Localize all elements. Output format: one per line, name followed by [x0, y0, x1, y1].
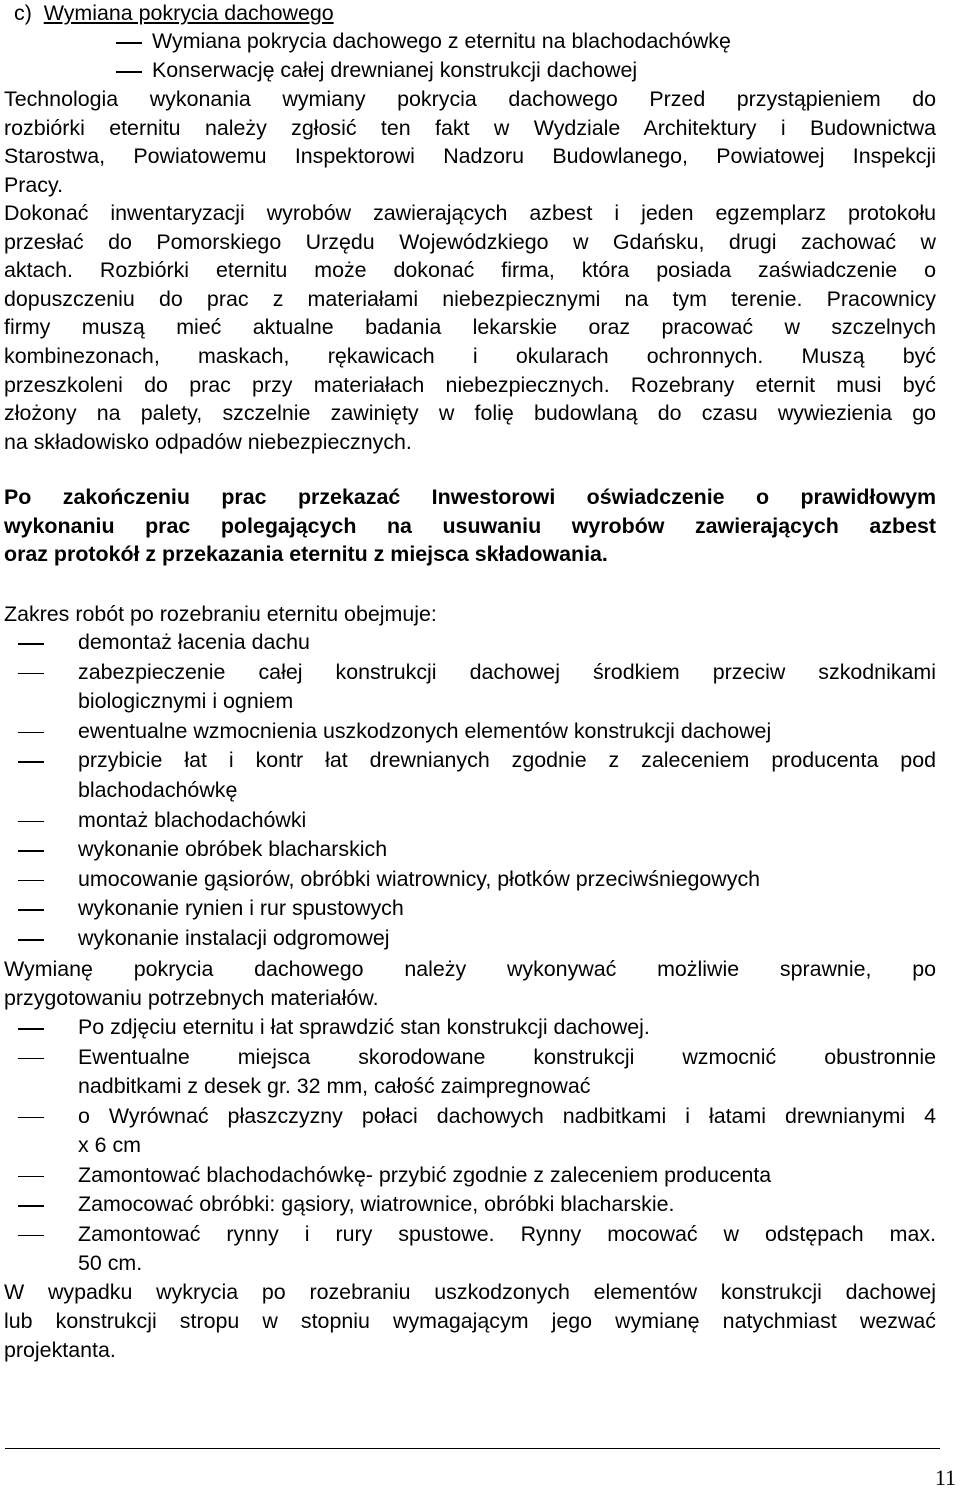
paragraph-line: przeszkoleni do prac przy materiałach niebezpiecznych. Rozebrany eternit musi być	[4, 372, 936, 397]
intro-list-item: Konserwację całej drewnianej konstrukcji dachowej	[152, 58, 638, 82]
paragraph-line: kombinezonach, maskach, rękawicach i okularach ochronnych. Muszą być	[4, 343, 936, 368]
dash-bullet-icon	[18, 1058, 44, 1060]
dash-bullet-icon	[116, 71, 142, 73]
paragraph-line: dopuszczeniu do prac z materiałami niebezpiecznymi na tym terenie. Pracownicy	[4, 286, 936, 311]
section-title: Wymiana pokrycia dachowego	[43, 1, 334, 25]
steps-list-item: 50 cm.	[78, 1251, 143, 1275]
paragraph-line: na składowisko odpadów niebezpiecznych.	[4, 429, 412, 454]
scope-list-item: wykonanie obróbek blacharskich	[78, 837, 388, 862]
scope-list-item: montaż blachodachówki	[78, 807, 307, 832]
dash-bullet-icon	[18, 939, 44, 941]
steps-list-item: Ewentualne miejsca skorodowane konstrukcji wzmocnić obustronnie	[78, 1044, 936, 1069]
paragraph-line: firmy muszą mieć aktualne badania lekarskie oraz pracować w szczelnych	[4, 315, 936, 340]
scope-list-item: biologicznymi i ogniem	[78, 689, 294, 714]
bold-paragraph-line: wykonaniu prac polegających na usuwaniu wyrobów zawierających azbest	[4, 513, 936, 538]
scope-list-item: przybicie łat i kontr łat drewnianych zgodnie z zaleceniem producenta pod	[78, 748, 936, 773]
paragraph-line: Wymianę pokrycia dachowego należy wykonywać możliwie sprawnie, po	[4, 957, 936, 981]
section-label: c)	[14, 1, 32, 25]
paragraph-line: złożony na palety, szczelnie zawinięty w folię budowlaną do czasu wywiezienia go	[4, 401, 936, 426]
scope-heading: Zakres robót po rozebraniu eternitu obejmuje:	[4, 602, 437, 626]
paragraph-line: lub konstrukcji stropu w stopniu wymagającym jego wymianę natychmiast wezwać	[4, 1309, 936, 1333]
bold-paragraph-line: oraz protokół z przekazania eternitu z miejsca składowania.	[4, 542, 608, 567]
scope-list-item: umocowanie gąsiorów, obróbki wiatrownicy, płotków przeciwśniegowych	[78, 866, 761, 891]
dash-bullet-icon	[18, 1176, 44, 1178]
steps-list-item: o Wyrównać płaszczyzny połaci dachowych nadbitkami i łatami drewnianymi 4	[78, 1103, 936, 1128]
paragraph-line: Pracy.	[4, 172, 64, 197]
scope-list-item: wykonanie instalacji odgromowej	[78, 926, 390, 950]
paragraph-line: przygotowaniu potrzebnych materiałów.	[4, 985, 379, 1010]
dash-bullet-icon	[18, 761, 44, 763]
scope-list-item: ewentualne wzmocnienia uszkodzonych elementów konstrukcji dachowej	[78, 718, 772, 743]
paragraph-line: W wypadku wykrycia po rozebraniu uszkodzonych elementów konstrukcji dachowej	[4, 1280, 936, 1304]
steps-list-item: Zamocować obróbki: gąsiory, wiatrownice, obróbki blacharskie.	[78, 1192, 675, 1216]
steps-list-item: nadbitkami z desek gr. 32 mm, całość zaimpregnować	[78, 1074, 591, 1098]
dash-bullet-icon	[18, 1205, 44, 1207]
dash-bullet-icon	[18, 880, 44, 882]
dash-bullet-icon	[116, 42, 142, 44]
scope-list-item: blachodachówkę	[78, 778, 238, 802]
paragraph-line: aktach. Rozbiórki eternitu może dokonać firma, która posiada zaświadczenie o	[4, 258, 936, 283]
dash-bullet-icon	[18, 821, 44, 823]
page-number: 11	[934, 1465, 956, 1490]
paragraph-line: projektanta.	[4, 1338, 116, 1362]
scope-list-item: zabezpieczenie całej konstrukcji dachowej środkiem przeciw szkodnikami	[78, 659, 936, 684]
dash-bullet-icon	[18, 1235, 44, 1237]
dash-bullet-icon	[18, 732, 44, 734]
footer-rule	[5, 1448, 940, 1449]
paragraph-line: rozbiórki eternitu należy zgłosić ten fakt w Wydziale Architektury i Budownictwa	[4, 115, 936, 140]
dash-bullet-icon	[18, 643, 44, 645]
steps-list-item: x 6 cm	[78, 1133, 141, 1157]
steps-list-item: Po zdjęciu eternitu i łat sprawdzić stan konstrukcji dachowej.	[78, 1015, 650, 1039]
intro-list-item: Wymiana pokrycia dachowego z eternitu na blachodachówkę	[152, 29, 731, 53]
dash-bullet-icon	[18, 1117, 44, 1119]
scope-list-item: wykonanie rynien i rur spustowych	[78, 896, 404, 921]
dash-bullet-icon	[18, 909, 44, 911]
steps-list-item: Zamontować rynny i rury spustowe. Rynny mocować w odstępach max.	[78, 1221, 936, 1246]
dash-bullet-icon	[18, 1028, 44, 1030]
scope-list-item: demontaż łacenia dachu	[78, 630, 310, 654]
paragraph-line: przesłać do Pomorskiego Urzędu Wojewódzkiego w Gdańsku, drugi zachować w	[4, 229, 936, 254]
paragraph-line: Starostwa, Powiatowemu Inspektorowi Nadzoru Budowlanego, Powiatowej Inspekcji	[4, 144, 936, 169]
section-heading	[14, 0, 334, 26]
paragraph-line: Dokonać inwentaryzacji wyrobów zawierających azbest i jeden egzemplarz protokołu	[4, 201, 936, 226]
dash-bullet-icon	[18, 850, 44, 852]
dash-bullet-icon	[18, 673, 44, 675]
paragraph-line: Technologia wykonania wymiany pokrycia dachowego Przed przystąpieniem do	[4, 87, 936, 111]
steps-list-item: Zamontować blachodachówkę- przybić zgodnie z zaleceniem producenta	[78, 1162, 772, 1187]
bold-paragraph-line: Po zakończeniu prac przekazać Inwestorowi oświadczenie o prawidłowym	[4, 485, 936, 509]
